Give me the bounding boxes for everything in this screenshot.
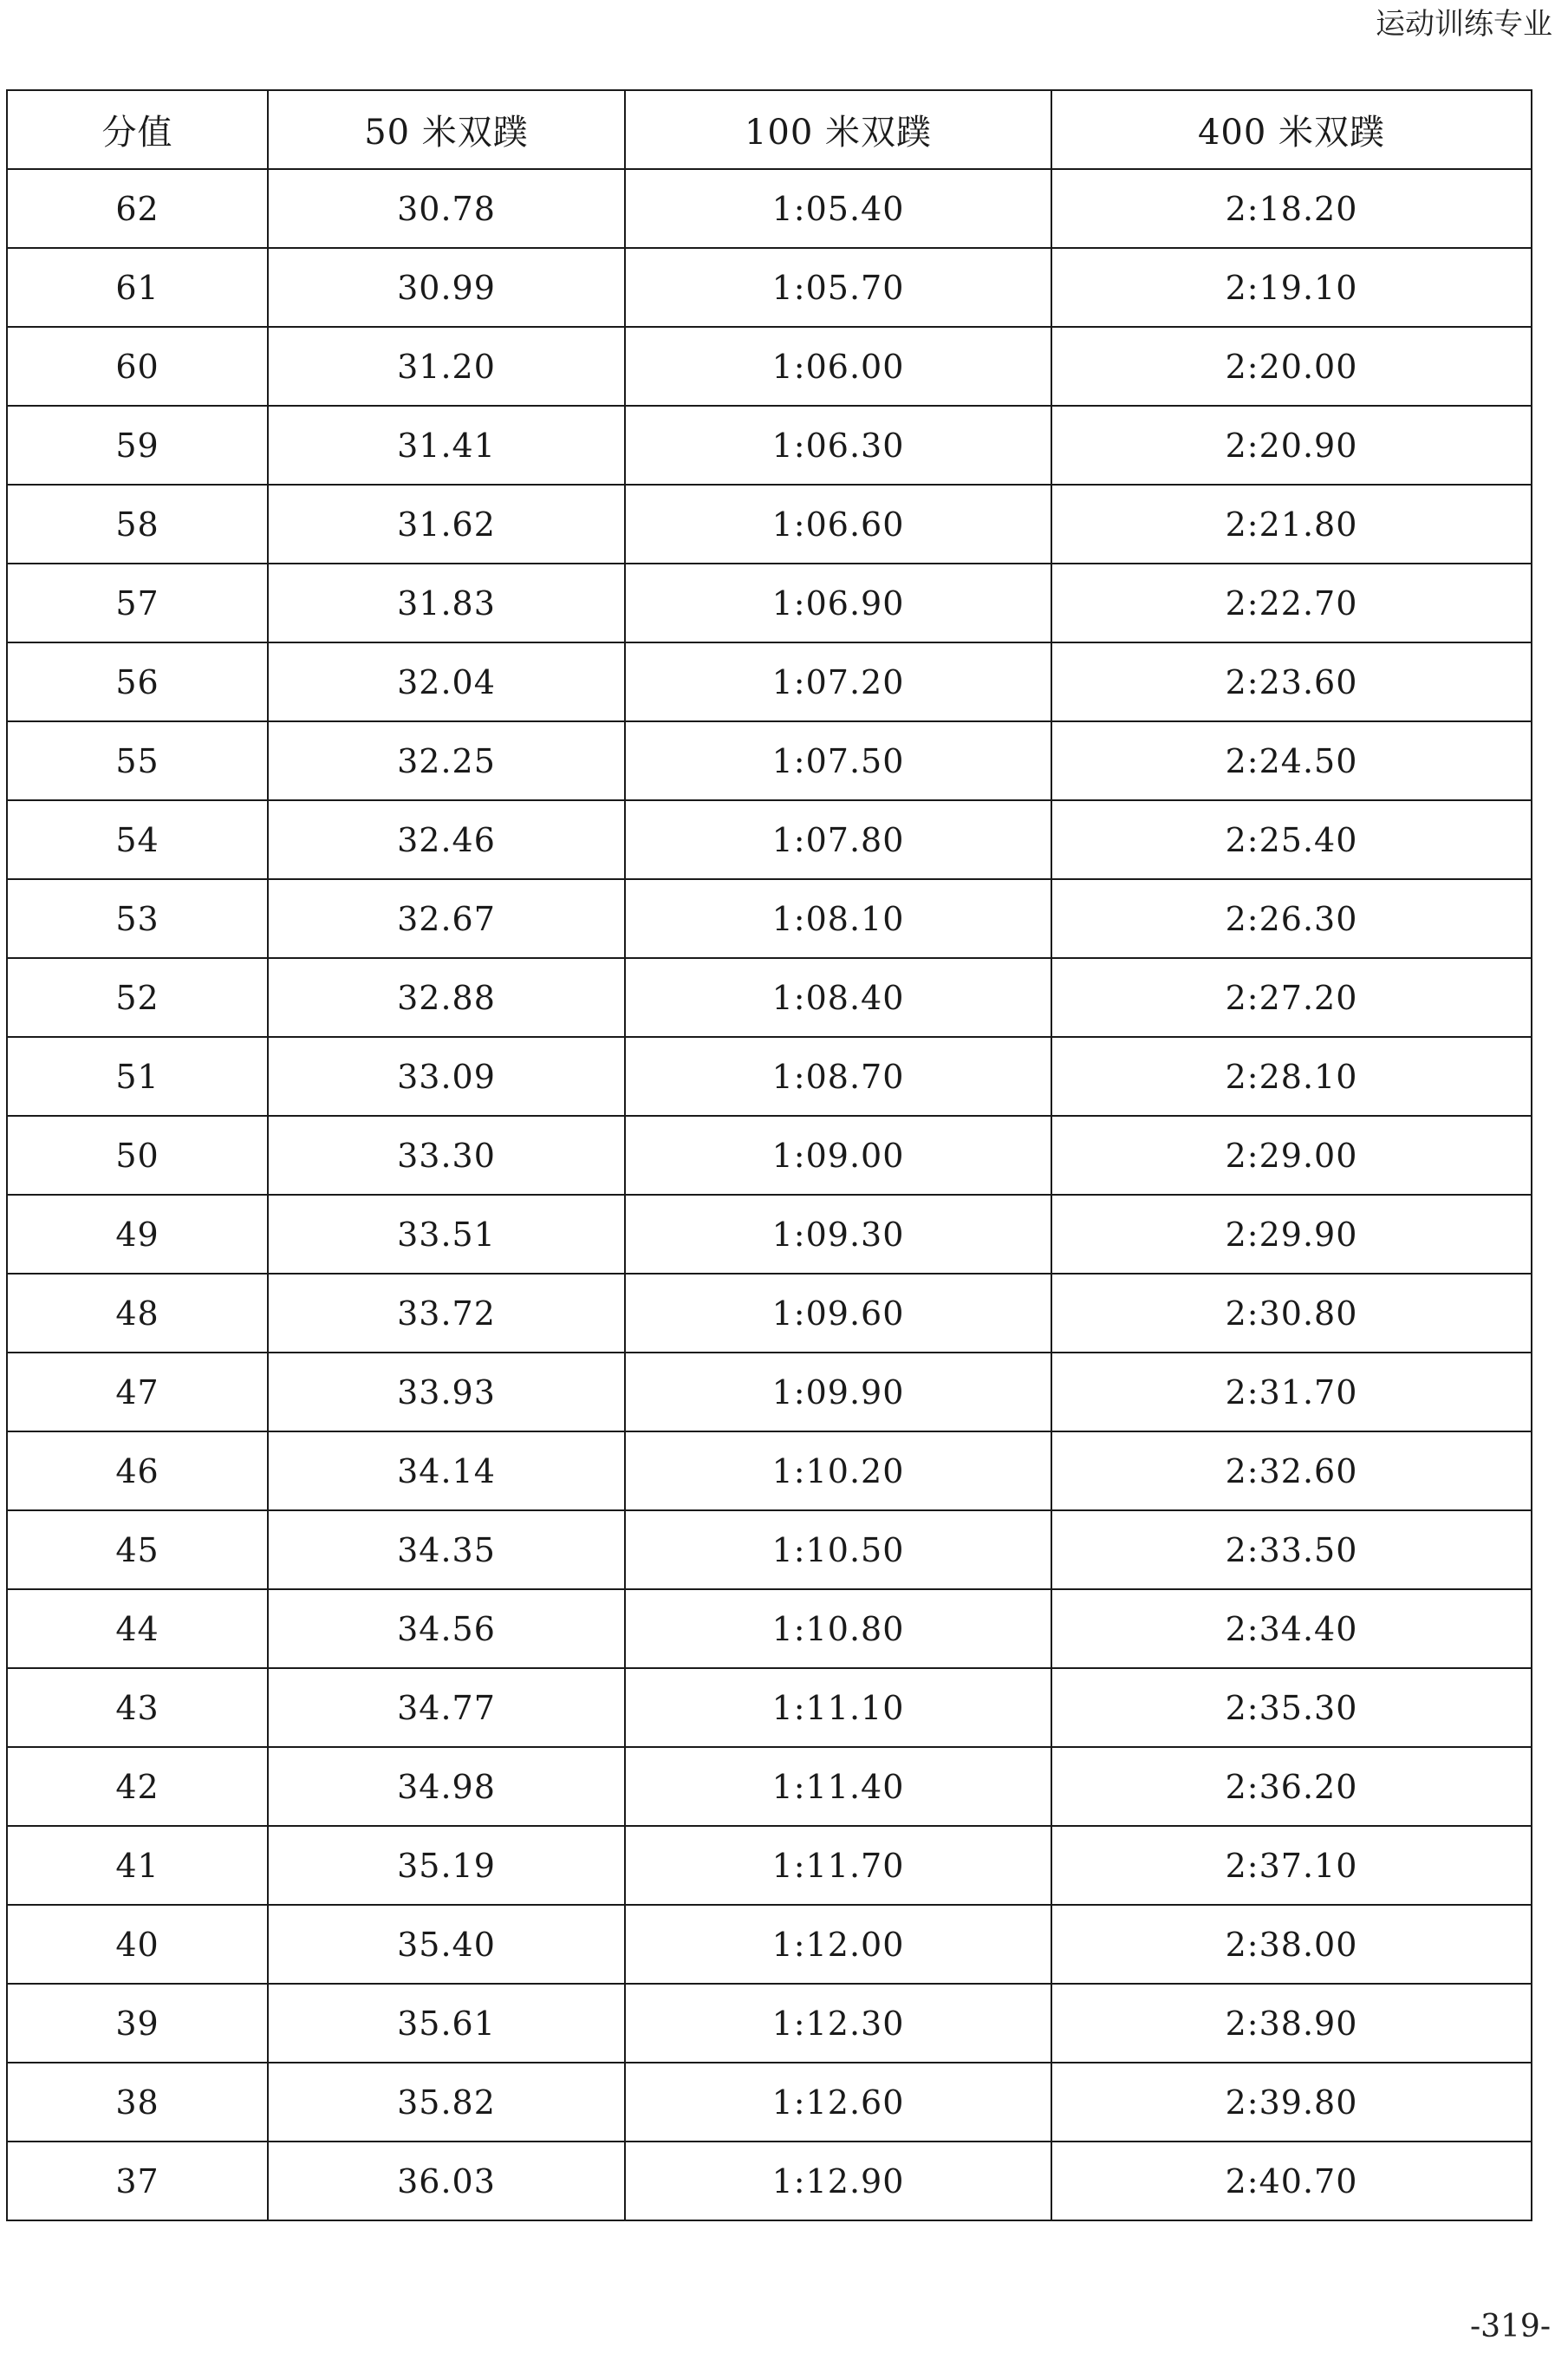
cell-50m: 35.40 [268, 1905, 625, 1984]
table-row [7, 1589, 1532, 1668]
cell-score: 50 [7, 1116, 268, 1195]
cell-score: 62 [7, 169, 268, 248]
cell-50m: 31.62 [268, 485, 625, 564]
cell-100m: 1:08.10 [625, 879, 1051, 958]
cell-400m: 2:31.70 [1051, 1353, 1532, 1431]
cell-50m: 34.77 [268, 1668, 625, 1747]
table-row [7, 1037, 1532, 1116]
cell-100m: 1:12.30 [625, 1984, 1051, 2063]
table-row [7, 248, 1532, 327]
cell-400m: 2:23.60 [1051, 642, 1532, 721]
cell-50m: 32.88 [268, 958, 625, 1037]
cell-400m: 2:38.00 [1051, 1905, 1532, 1984]
cell-score: 48 [7, 1274, 268, 1353]
cell-100m: 1:08.40 [625, 958, 1051, 1037]
cell-50m: 31.83 [268, 564, 625, 642]
table-row [7, 327, 1532, 406]
cell-400m: 2:18.20 [1051, 169, 1532, 248]
cell-50m: 35.82 [268, 2063, 625, 2142]
cell-50m: 34.56 [268, 1589, 625, 1668]
cell-100m: 1:07.50 [625, 721, 1051, 800]
cell-50m: 34.98 [268, 1747, 625, 1826]
page-number: -319- [1469, 2309, 1551, 2344]
cell-400m: 2:25.40 [1051, 800, 1532, 879]
cell-score: 43 [7, 1668, 268, 1747]
table-row [7, 1747, 1532, 1826]
cell-400m: 2:32.60 [1051, 1431, 1532, 1510]
cell-50m: 35.19 [268, 1826, 625, 1905]
cell-100m: 1:06.30 [625, 406, 1051, 485]
table-row [7, 642, 1532, 721]
cell-50m: 33.30 [268, 1116, 625, 1195]
header-50m-bifins: 50 米双蹼 [268, 90, 625, 169]
cell-score: 56 [7, 642, 268, 721]
cell-100m: 1:07.80 [625, 800, 1051, 879]
cell-100m: 1:08.70 [625, 1037, 1051, 1116]
cell-400m: 2:36.20 [1051, 1747, 1532, 1826]
cell-100m: 1:12.90 [625, 2142, 1051, 2220]
cell-400m: 2:39.80 [1051, 2063, 1532, 2142]
table-row [7, 958, 1532, 1037]
section-label: 运动训练专业 [1376, 7, 1552, 42]
cell-100m: 1:05.40 [625, 169, 1051, 248]
table-row [7, 2142, 1532, 2220]
cell-score: 60 [7, 327, 268, 406]
header-row [7, 90, 1532, 169]
cell-100m: 1:07.20 [625, 642, 1051, 721]
cell-50m: 30.78 [268, 169, 625, 248]
cell-100m: 1:11.10 [625, 1668, 1051, 1747]
cell-score: 44 [7, 1589, 268, 1668]
cell-400m: 2:29.90 [1051, 1195, 1532, 1274]
cell-50m: 32.46 [268, 800, 625, 879]
table-row [7, 1431, 1532, 1510]
cell-50m: 30.99 [268, 248, 625, 327]
cell-400m: 2:34.40 [1051, 1589, 1532, 1668]
cell-400m: 2:33.50 [1051, 1510, 1532, 1589]
cell-score: 53 [7, 879, 268, 958]
cell-100m: 1:12.60 [625, 2063, 1051, 2142]
cell-50m: 35.61 [268, 1984, 625, 2063]
cell-50m: 32.25 [268, 721, 625, 800]
cell-score: 61 [7, 248, 268, 327]
cell-score: 42 [7, 1747, 268, 1826]
table-row [7, 2063, 1532, 2142]
cell-100m: 1:06.90 [625, 564, 1051, 642]
cell-100m: 1:09.60 [625, 1274, 1051, 1353]
cell-100m: 1:12.00 [625, 1905, 1051, 1984]
header-100m-bifins: 100 米双蹼 [625, 90, 1051, 169]
cell-100m: 1:09.00 [625, 1116, 1051, 1195]
cell-50m: 33.51 [268, 1195, 625, 1274]
table-row [7, 1668, 1532, 1747]
cell-400m: 2:28.10 [1051, 1037, 1532, 1116]
cell-400m: 2:27.20 [1051, 958, 1532, 1037]
header-score: 分值 [7, 90, 268, 169]
cell-400m: 2:20.90 [1051, 406, 1532, 485]
table-row [7, 406, 1532, 485]
cell-50m: 31.20 [268, 327, 625, 406]
table-row [7, 1274, 1532, 1353]
cell-score: 59 [7, 406, 268, 485]
cell-score: 52 [7, 958, 268, 1037]
cell-score: 57 [7, 564, 268, 642]
cell-50m: 33.72 [268, 1274, 625, 1353]
header-400m-bifins: 400 米双蹼 [1051, 90, 1532, 169]
cell-400m: 2:37.10 [1051, 1826, 1532, 1905]
cell-100m: 1:05.70 [625, 248, 1051, 327]
cell-400m: 2:30.80 [1051, 1274, 1532, 1353]
cell-50m: 31.41 [268, 406, 625, 485]
cell-score: 45 [7, 1510, 268, 1589]
cell-50m: 34.35 [268, 1510, 625, 1589]
table-row [7, 1984, 1532, 2063]
cell-score: 38 [7, 2063, 268, 2142]
cell-400m: 2:26.30 [1051, 879, 1532, 958]
cell-400m: 2:22.70 [1051, 564, 1532, 642]
table-row [7, 879, 1532, 958]
table-body [7, 169, 1532, 2220]
cell-50m: 32.67 [268, 879, 625, 958]
table-row [7, 1905, 1532, 1984]
cell-score: 46 [7, 1431, 268, 1510]
table-row [7, 1195, 1532, 1274]
cell-score: 41 [7, 1826, 268, 1905]
cell-100m: 1:11.40 [625, 1747, 1051, 1826]
cell-score: 49 [7, 1195, 268, 1274]
cell-50m: 36.03 [268, 2142, 625, 2220]
cell-400m: 2:24.50 [1051, 721, 1532, 800]
table-row [7, 1353, 1532, 1431]
cell-50m: 33.93 [268, 1353, 625, 1431]
cell-50m: 34.14 [268, 1431, 625, 1510]
table-row [7, 1510, 1532, 1589]
score-table [6, 89, 1532, 2221]
cell-400m: 2:29.00 [1051, 1116, 1532, 1195]
cell-score: 47 [7, 1353, 268, 1431]
cell-100m: 1:06.60 [625, 485, 1051, 564]
cell-400m: 2:19.10 [1051, 248, 1532, 327]
table-row [7, 800, 1532, 879]
cell-score: 37 [7, 2142, 268, 2220]
table-header [7, 90, 1532, 169]
cell-50m: 33.09 [268, 1037, 625, 1116]
cell-100m: 1:10.80 [625, 1589, 1051, 1668]
cell-score: 58 [7, 485, 268, 564]
cell-score: 40 [7, 1905, 268, 1984]
table-row [7, 1116, 1532, 1195]
cell-100m: 1:11.70 [625, 1826, 1051, 1905]
cell-100m: 1:09.90 [625, 1353, 1051, 1431]
cell-100m: 1:09.30 [625, 1195, 1051, 1274]
table-row [7, 564, 1532, 642]
cell-400m: 2:20.00 [1051, 327, 1532, 406]
cell-400m: 2:35.30 [1051, 1668, 1532, 1747]
cell-50m: 32.04 [268, 642, 625, 721]
cell-400m: 2:21.80 [1051, 485, 1532, 564]
cell-100m: 1:10.20 [625, 1431, 1051, 1510]
cell-400m: 2:40.70 [1051, 2142, 1532, 2220]
cell-100m: 1:10.50 [625, 1510, 1051, 1589]
cell-score: 54 [7, 800, 268, 879]
cell-score: 39 [7, 1984, 268, 2063]
cell-100m: 1:06.00 [625, 327, 1051, 406]
table-row [7, 721, 1532, 800]
table-row [7, 1826, 1532, 1905]
table-row [7, 169, 1532, 248]
cell-400m: 2:38.90 [1051, 1984, 1532, 2063]
cell-score: 55 [7, 721, 268, 800]
table-row [7, 485, 1532, 564]
cell-score: 51 [7, 1037, 268, 1116]
